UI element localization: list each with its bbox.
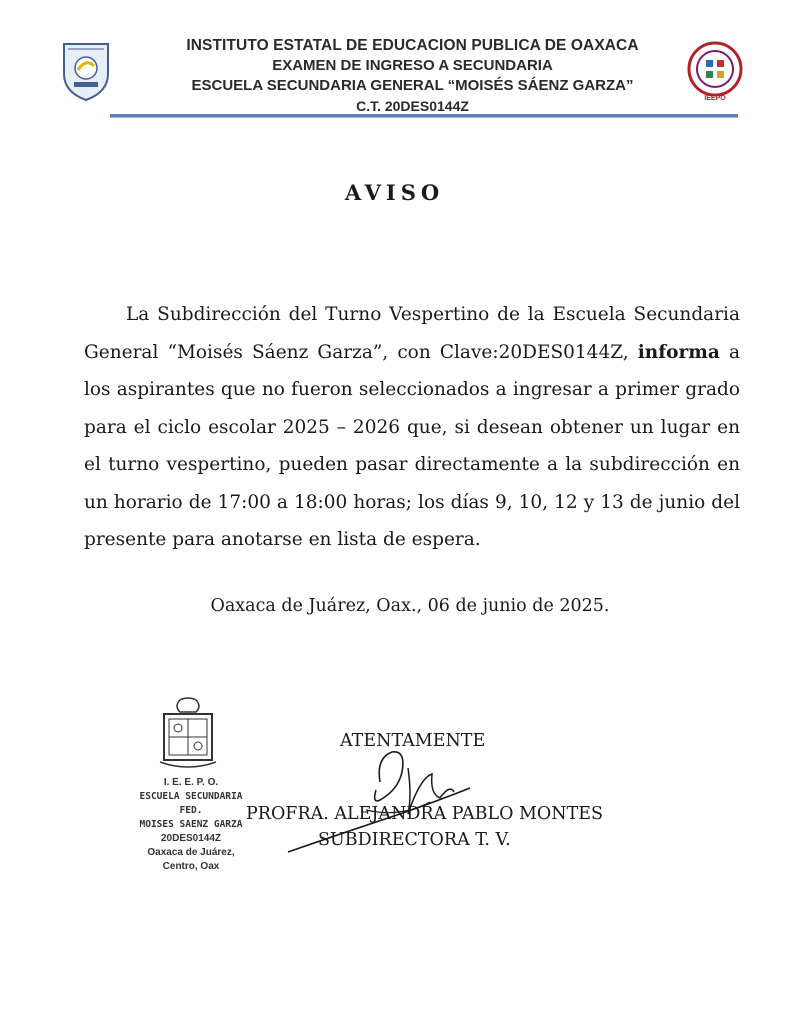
letterhead bbox=[120, 36, 705, 116]
body-text-part1: La Subdirección del Turno Vespertino de la Escuela Secundaria General “Moisés Sáenz Garza”, con Clave:20DES0144Z, bbox=[84, 304, 740, 363]
oaxaca-coat-of-arms-stamp bbox=[158, 696, 218, 774]
header-school: ESCUELA SECUNDARIA GENERAL “MOISÉS SÁENZ GARZA” bbox=[191, 77, 634, 94]
ieepo-logo-text: IEEPO bbox=[704, 95, 726, 102]
body-text-part2: a los aspirantes que no fueron seleccionados a ingresar a primer grado para el ciclo escolar 2025 – 2026 que, si desean obtener un lugar en el turno vespertino, pueden pasar directamente a la subdirección en un horario de 17:00 a 18:00 horas; los días 9, 10, 12 y 13 de junio del presente para anotarse en lista de espera. bbox=[84, 341, 740, 550]
body-text-bold: informa bbox=[637, 341, 720, 363]
school-shield-logo bbox=[60, 40, 112, 102]
stamp-line-4: 20DES0144Z bbox=[160, 833, 222, 844]
header-exam: EXAMEN DE INGRESO A SECUNDARIA bbox=[272, 57, 553, 74]
notice-body bbox=[84, 296, 740, 559]
stamp-line-1: I. E. E. P. O. bbox=[163, 777, 219, 788]
header-code: C.T. 20DES0144Z bbox=[356, 98, 469, 114]
handwritten-signature bbox=[280, 738, 500, 858]
header-rule bbox=[110, 114, 738, 118]
header-institute: INSTITUTO ESTATAL DE EDUCACION PUBLICA DE OAXACA bbox=[186, 37, 639, 54]
closing-text: ATENTAMENTE bbox=[340, 731, 486, 751]
stamp-line-6: Centro, Oax bbox=[162, 861, 220, 872]
document-title: AVISO bbox=[344, 180, 445, 205]
signer-name: PROFRA. ALEJANDRA PABLO MONTES bbox=[246, 804, 603, 824]
school-stamp bbox=[126, 776, 256, 874]
stamp-line-3: MOISES SAENZ GARZA bbox=[139, 819, 243, 830]
signer-role: SUBDIRECTORA T. V. bbox=[318, 830, 511, 850]
date-line: Oaxaca de Juárez, Oax., 06 de junio de 2025. bbox=[210, 596, 610, 616]
stamp-line-2: ESCUELA SECUNDARIA FED. bbox=[139, 791, 243, 816]
stamp-line-5: Oaxaca de Juárez, bbox=[147, 847, 235, 858]
